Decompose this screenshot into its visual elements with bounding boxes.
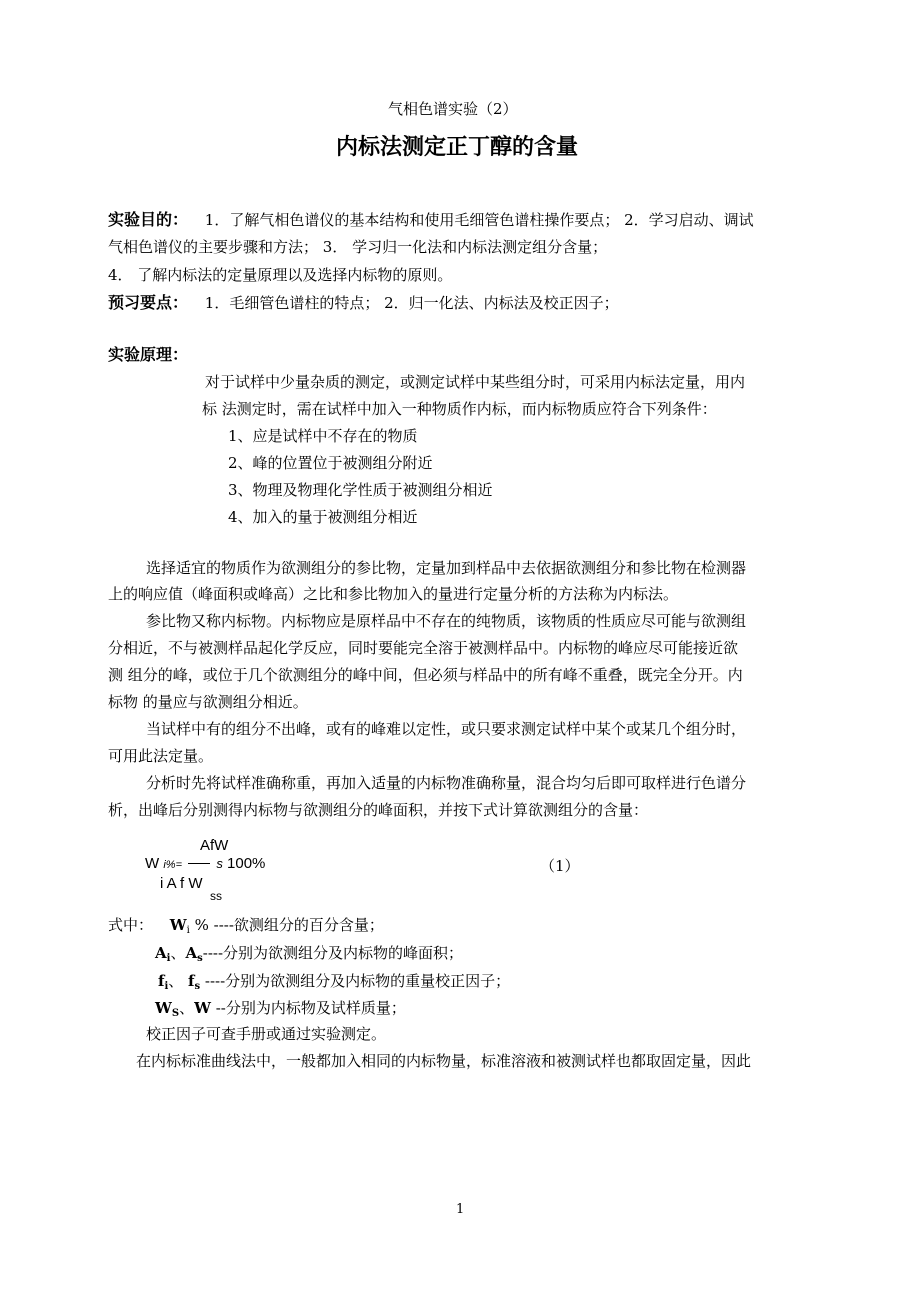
legend-a-symbol: A: [155, 944, 167, 962]
paragraph-line: 参比物又称内标物。内标物应是原样品中不存在的纯物质，该物质的性质应尽可能与欲测组: [146, 612, 747, 630]
paragraph-line: 标物 的量应与欲测组分相近。: [108, 693, 308, 711]
paragraph-line: 上的响应值（峰面积或峰高）之比和参比物加入的量进行定量分析的方法称为内标法。: [108, 585, 679, 603]
legend-w-symbol: W: [169, 916, 187, 934]
legend-ws-text: --分别为内标物及试样质量；: [210, 999, 406, 1017]
principle-intro-1: 对于试样中少量杂质的测定，或测定试样中某些组分时，可采用内标法定量，用内: [205, 373, 746, 391]
legend-a-sub: i: [166, 953, 171, 964]
purpose-line-1: [108, 207, 754, 230]
purpose-line-3: 4． 了解内标法的定量原理以及选择内标物的原则。: [108, 266, 453, 284]
purpose-text-1: 1．了解气相色谱仪的基本结构和使用毛细管色谱柱操作要点； 2．学习启动、调试: [204, 211, 754, 229]
legend-note: 校正因子可查手册或通过实验测定。: [146, 1025, 387, 1043]
paragraph-line: 测 组分的峰，或位于几个欲测组分的峰中间，但必须与样品中的所有峰不重叠，既完全分开。内: [108, 666, 743, 684]
purpose-line-2: 气相色谱仪的主要步骤和方法； 3． 学习归一化法和内标法测定组分含量；: [108, 238, 608, 256]
paragraph-line: 当试样中有的组分不出峰，或有的峰难以定性，或只要求测定试样中某个或某几个组分时，: [146, 720, 747, 738]
legend-ws-sep: 、: [179, 999, 195, 1017]
legend-f-sub: i: [164, 981, 169, 992]
preview-heading: 预习要点：: [108, 293, 189, 312]
condition-item: 4、加入的量于被测组分相近: [228, 508, 418, 526]
paragraph-line: 选择适宜的物质作为欲测组分的参比物，定量加到样品中去依据欲测组分和参比物在检测器: [146, 559, 747, 577]
legend-ws: [155, 997, 406, 1019]
preview-text: 1．毛细管色谱柱的特点； 2．归一化法、内标法及校正因子；: [204, 294, 619, 312]
page-title: 内标法测定正丁醇的含量: [336, 135, 579, 160]
legend-w: [108, 914, 384, 936]
purpose-heading: 实验目的：: [108, 210, 189, 229]
condition-item: 3、物理及物理化学性质于被测组分相近: [228, 481, 493, 499]
formula-w: W: [145, 855, 160, 872]
principle-intro-2: 标 法测定时，需在试样中加入一种物质作内标，而内标物质应符合下列条件：: [202, 400, 717, 418]
formula-s: s: [216, 856, 223, 871]
legend-ws-sub: S: [171, 1008, 180, 1019]
legend-f-symbol-2: f: [188, 972, 195, 990]
legend-a-text: ----分别为欲测组分及内标物的峰面积；: [202, 944, 464, 962]
legend-f-sep: 、: [168, 972, 189, 990]
legend-f-text: ----分别为欲测组分及内标物的重量校正因子；: [200, 972, 511, 990]
experiment-subtitle: 气相色谱实验（2）: [388, 100, 518, 118]
legend-ws-symbol: W: [155, 999, 172, 1017]
formula-number: （1）: [540, 857, 580, 875]
legend-w-sub: i: [186, 925, 190, 936]
formula-glyph: i%=: [163, 859, 182, 871]
legend-ws-symbol-2: W: [194, 999, 211, 1017]
legend-a: [155, 942, 463, 964]
legend-f: [158, 970, 510, 992]
page-number: 1: [456, 1202, 465, 1217]
fraction-bar: [188, 863, 210, 864]
formula-denominator-sub: ss: [210, 889, 222, 903]
formula-middle: [145, 855, 265, 872]
legend-a-symbol-2: A: [185, 944, 198, 962]
paragraph-line: 分相近，不与被测样品起化学反应，同时要能完全溶于被测样品中。内标物的峰应尽可能接近欲: [108, 639, 739, 657]
formula-denominator: i A f W: [160, 875, 203, 892]
legend-a-sep: 、: [170, 944, 186, 962]
preview-line: [108, 290, 619, 313]
legend-f-sub-2: s: [194, 981, 201, 992]
condition-item: 1、应是试样中不存在的物质: [228, 427, 418, 445]
paragraph-last-line: 在内标标准曲线法中，一般都加入相同的内标物量，标准溶液和被测试样也都取固定量，因此: [136, 1052, 752, 1070]
paragraph-line: 析，出峰后分别测得内标物与欲测组分的峰面积，并按下式计算欲测组分的含量：: [108, 801, 649, 819]
paragraph-line: 可用此法定量。: [108, 747, 214, 765]
legend-f-symbol: f: [158, 972, 165, 990]
condition-item: 2、峰的位置位于被测组分附近: [228, 454, 433, 472]
formula-percent: 100%: [227, 855, 266, 872]
principle-heading: 实验原理：: [108, 345, 189, 364]
paragraph-line: 分析时先将试样准确称重，再加入适量的内标物准确称量，混合均匀后即可取样进行色谱分: [146, 774, 747, 792]
formula-numerator: AfW: [200, 837, 229, 854]
legend-intro: 式中：: [108, 916, 154, 934]
legend-a-sub-2: s: [197, 953, 203, 964]
legend-w-text: % ----欲测组分的百分含量；: [194, 916, 384, 934]
